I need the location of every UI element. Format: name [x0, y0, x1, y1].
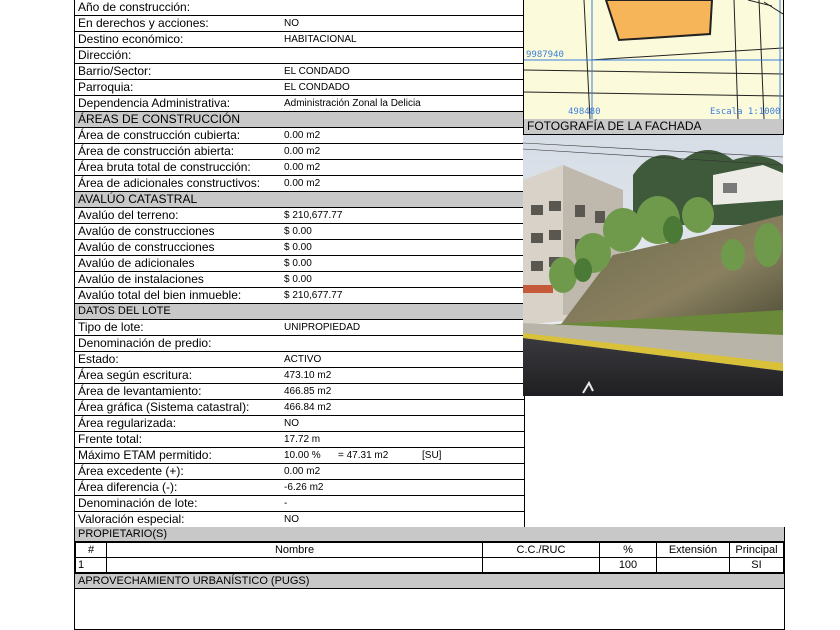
row-value: $ 0.00: [284, 258, 312, 269]
row-value: 0.00 m2: [284, 162, 321, 173]
property-report-sheet: [74, 0, 784, 630]
col-header-nombre: Nombre: [107, 543, 483, 558]
row-avaluo-terreno: [75, 208, 524, 224]
etam-code: [SU]: [422, 450, 442, 461]
row-parroquia: [75, 80, 524, 96]
cell-pct: 100: [600, 558, 657, 573]
row-value: $ 0.00: [284, 242, 312, 253]
section-title: ÁREAS DE CONSTRUCCIÓN: [78, 112, 241, 126]
general-section: [75, 0, 524, 112]
row-value: 0.00 m2: [284, 466, 321, 477]
row-direccion: [75, 48, 524, 64]
row-label: Área gráfica (Sistema catastral):: [78, 400, 250, 414]
row-label: Año de construcción:: [78, 0, 191, 14]
row-area-excedente: [75, 464, 524, 480]
row-value: 0.00 m2: [284, 146, 321, 157]
row-value: 473.10 m2: [284, 370, 332, 381]
row-label: Tipo de lote:: [78, 320, 144, 334]
section-title: DATOS DEL LOTE: [78, 305, 171, 317]
row-label: Destino económico:: [78, 32, 184, 46]
row-label: Dirección:: [78, 48, 132, 62]
col-header-pct: %: [600, 543, 657, 558]
row-frente-total: [75, 432, 524, 448]
row-label: Área de adicionales constructivos:: [78, 176, 261, 190]
cell-extension: [657, 558, 730, 573]
row-denominacion-predio: [75, 336, 524, 352]
row-anio-construccion: [75, 0, 524, 16]
row-value: $ 0.00: [284, 226, 312, 237]
row-label: Estado:: [78, 352, 119, 366]
row-area-regularizada: [75, 416, 524, 432]
row-value: NO: [284, 18, 299, 29]
row-area-grafica: [75, 400, 524, 416]
row-value: UNIPROPIEDAD: [284, 322, 361, 333]
row-label: Valoración especial:: [78, 512, 185, 526]
row-avaluo-construcciones: [75, 224, 524, 240]
col-header-extension: Extensión: [657, 543, 730, 558]
col-header-principal: Principal: [730, 543, 784, 558]
row-value: $ 210,677.77: [284, 290, 343, 301]
map-northing-label: 9987940: [526, 50, 564, 60]
row-tipo-lote: [75, 320, 524, 336]
section-header-construccion: [75, 112, 524, 128]
cell-ruc: [483, 558, 600, 573]
row-avaluo-instalaciones: [75, 272, 524, 288]
row-label: Avalúo total del bien inmueble:: [78, 288, 242, 302]
row-maximo-etam: [75, 448, 524, 464]
owners-section: [74, 527, 785, 630]
row-value: EL CONDADO: [284, 66, 350, 77]
row-label: Área según escritura:: [78, 368, 193, 382]
row-value: 0.00 m2: [284, 130, 321, 141]
row-area-escritura: [75, 368, 524, 384]
owners-table: [75, 542, 784, 573]
row-label: Máximo ETAM permitido:: [78, 448, 212, 462]
row-value: 17.72 m: [284, 434, 321, 445]
facade-photo: [523, 135, 783, 396]
owners-header-row: [76, 543, 784, 558]
table-row: [76, 558, 784, 573]
row-value: 466.84 m2: [284, 402, 332, 413]
row-label: Área diferencia (-):: [78, 480, 178, 494]
row-value: Administración Zonal la Delicia: [284, 98, 421, 109]
row-value: $ 0.00: [284, 274, 312, 285]
row-label: Denominación de predio:: [78, 336, 212, 350]
row-value: EL CONDADO: [284, 82, 350, 93]
row-area-levantamiento: [75, 384, 524, 400]
row-area-bruta: [75, 160, 524, 176]
row-dependencia: [75, 96, 524, 112]
row-label: Avalúo de construcciones: [78, 240, 215, 254]
row-label: Denominación de lote:: [78, 496, 198, 510]
row-label: Dependencia Administrativa:: [78, 96, 231, 110]
row-value: 466.85 m2: [284, 386, 332, 397]
row-value: -6.26 m2: [284, 482, 324, 493]
map-scale-label: Escala 1:1000: [710, 107, 781, 117]
row-avaluo-construcciones-2: [75, 240, 524, 256]
row-value: NO: [284, 418, 299, 429]
row-avaluo-total: [75, 288, 524, 304]
row-label: Área de construcción abierta:: [78, 144, 235, 158]
row-value: HABITACIONAL: [284, 34, 357, 45]
section-header-avaluo: [75, 192, 524, 208]
row-denominacion-lote: [75, 496, 524, 512]
row-label: Parroquia:: [78, 80, 134, 94]
row-label: Barrio/Sector:: [78, 64, 152, 78]
col-header-ruc: C.C./RUC: [483, 543, 600, 558]
row-label: Frente total:: [78, 432, 143, 446]
row-area-diferencia: [75, 480, 524, 496]
row-barrio-sector: [75, 64, 524, 80]
row-destino-economico: [75, 32, 524, 48]
row-label: Área regularizada:: [78, 416, 177, 430]
cadastral-map[interactable]: [523, 0, 784, 119]
parcel-shape: [606, 0, 712, 40]
property-data-table: [74, 0, 525, 528]
etam-area: = 47.31 m2: [338, 450, 389, 461]
row-value: -: [284, 498, 288, 509]
row-label: En derechos y acciones:: [78, 16, 209, 30]
col-header-num: #: [76, 543, 107, 558]
row-area-adicionales: [75, 176, 524, 192]
row-label: Avalúo de adicionales: [78, 256, 195, 270]
row-label: Avalúo de instalaciones: [78, 272, 204, 286]
row-label: Avalúo del terreno:: [78, 208, 179, 222]
row-area-abierta: [75, 144, 524, 160]
row-valoracion-especial: [75, 512, 524, 528]
photo-section-header: [523, 119, 784, 135]
row-derechos-acciones: [75, 16, 524, 32]
row-label: Avalúo de construcciones: [78, 224, 215, 238]
cell-nombre: [107, 558, 483, 573]
row-label: Área excedente (+):: [78, 464, 184, 478]
aprovechamiento-content: [75, 589, 784, 630]
row-value: $ 210,677.77: [284, 210, 343, 221]
row-label: Área de construcción cubierta:: [78, 128, 241, 142]
cell-num: 1: [76, 558, 107, 573]
row-area-cubierta: [75, 128, 524, 144]
section-title: AVALÚO CATASTRAL: [78, 192, 198, 206]
row-label: Área de levantamiento:: [78, 384, 202, 398]
map-easting-label: 498480: [568, 107, 601, 117]
row-value: ACTIVO: [284, 354, 322, 365]
row-value: 0.00 m2: [284, 178, 321, 189]
row-estado: [75, 352, 524, 368]
owners-title: PROPIETARIO(S): [78, 528, 168, 540]
row-avaluo-adicionales: [75, 256, 524, 272]
photo-title: FOTOGRAFÍA DE LA FACHADA: [527, 119, 702, 133]
section-header-lote: [75, 304, 524, 320]
cell-principal: SI: [730, 558, 784, 573]
owners-section-header: [75, 527, 784, 542]
aprovechamiento-section-header: [75, 573, 784, 589]
facade-photo-graphic: [523, 135, 783, 396]
aprovechamiento-title: APROVECHAMIENTO URBANÍSTICO (PUGS): [78, 575, 310, 587]
etam-percent: 10.00 %: [284, 450, 321, 461]
row-value: NO: [284, 514, 299, 525]
row-label: Área bruta total de construcción:: [78, 160, 251, 174]
